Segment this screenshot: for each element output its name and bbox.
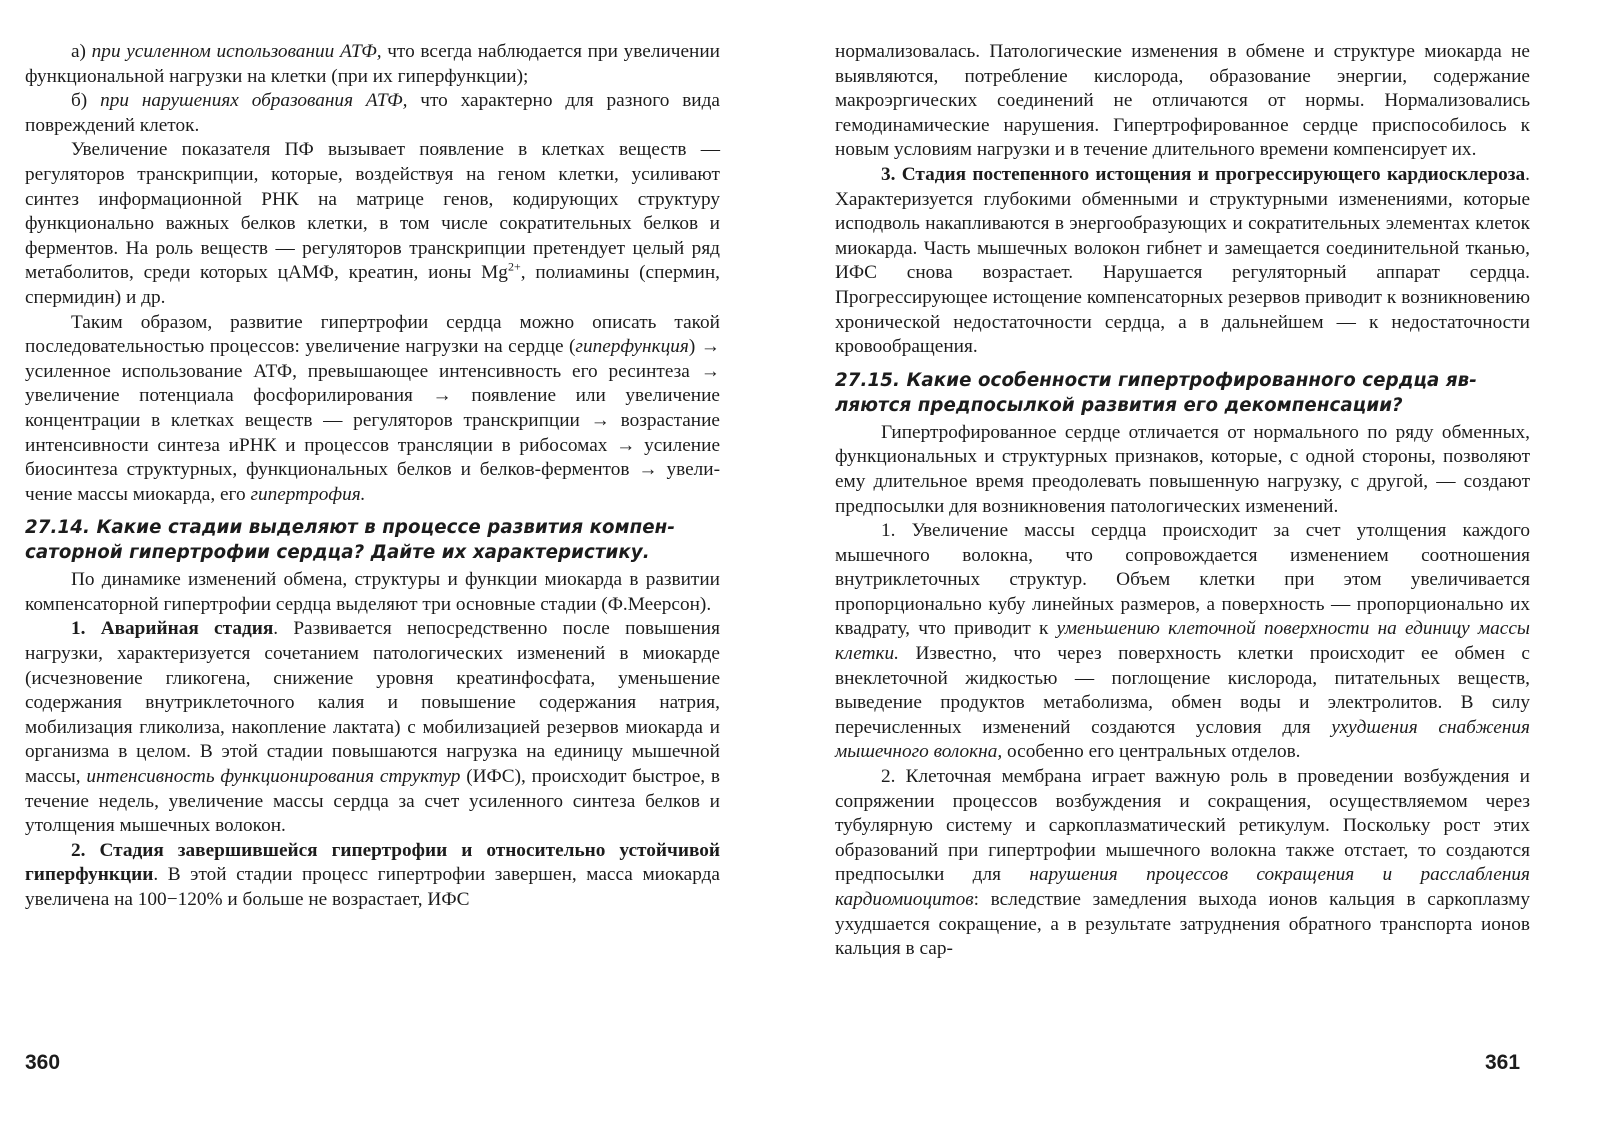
italic-phrase: интенсивность функционирования структур (86, 766, 461, 788)
italic-phrase: гиперфункция (575, 336, 689, 358)
paragraph-text: . Характеризуется глубокими обменными и структурными изменениями, которые исподволь накапливаются в энергообразующих и сократительных элементах клеток миокарда. Часть мышечных волокон гибнет и замещается соединительной тканью, ИФС снова возрастает. Нарушается регуляторный аппарат сердца. Прогрессирующее истощение компенсаторных резервов приводит к возникновению хронической недостаточности сердца, а в дальнейшем — к недостаточности кровообращения. (835, 163, 1530, 358)
paragraph-point-2 (835, 765, 1530, 962)
question-heading-27-15: 27.15. Какие особенности гипертрофированного сердца являются предпосылкой развития его декомпенсации? (835, 369, 1477, 416)
paragraph-text: особенно его центральных отделов. (1002, 741, 1301, 763)
paragraph-a (25, 40, 720, 89)
superscript: 2+ (507, 259, 521, 274)
italic-phrase: ухудшения снабжения мышечного волокна, (835, 716, 1530, 763)
paragraph-text: Известно, что через поверхность клетки происходит ее обмен с внеклеточной жидкостью — поглощение кислорода, питательных веществ, выведение продуктов метаболизма, обмен воды и электролитов. В силу перечисленных изменений создаются условия для (835, 643, 1530, 738)
paragraph-stages-intro: По динамике изменений обмена, структуры и функции миокарда в развитии компенсаторной гипертрофии сердца выделяют три основные стадии (Ф.Меерсон). (25, 569, 720, 615)
paragraph-text: : вследствие замедления выхода ионов кальция в саркоплазму ухудшается сокращение, а в результате затруднения обратного транспорта ионов кальция в сар- (835, 889, 1530, 960)
paragraph-text: 2. Клеточная мембрана играет важную роль в проведении возбуждения и сопряжении процессов возбуждения и сокращения, осуществляемом через тубулярную систему и саркоплазматический ретикулум. Поскольку рост этих образований при гипертрофии мышечного волокна также отстает, то создаются предпосылки для (835, 766, 1530, 886)
stage-title: 2. Стадия завершившейся гипертрофии и относительно устойчивой гиперфункции (25, 839, 720, 886)
stage-title: 3. Стадия постепенного истощения и прогрессирующего кардиосклероза (881, 163, 1526, 185)
page-number-right: 361 (1485, 1051, 1521, 1074)
italic-phrase: уменьшению клеточной поверхности на единицу массы клетки. (835, 618, 1530, 665)
italic-phrase: нарушения процессов сокращения и расслабления кардиомиоцитов (835, 864, 1531, 910)
paragraph-continued: нормализовалась. Патологические изменения в обмене и структуре миокарда не выявляются, потребление кислорода, образование энергии, содержание макроэргических соединений не отличаются от нормы. Нормализовались гемодинамические нарушения. Гипертрофированное сердце приспособилось к новым условиям нагрузки и в течение длительного времени компенсирует их. (835, 41, 1530, 161)
item-label: а) (71, 41, 92, 62)
italic-phrase: при усиленном использовании АТФ, (91, 41, 382, 62)
paragraph-text: что всегда наблюдается при увеличении функциональной нагрузки на клетки (при их гиперфункции); (25, 41, 720, 87)
item-label: б) (71, 90, 101, 112)
question-heading-27-14: 27.14. Какие стадии выделяют в процессе развития компенсаторной гипертрофии сердца? Дайте их характеристику. (25, 517, 675, 564)
paragraph-point-1 (835, 519, 1530, 765)
italic-phrase: при нарушениях образования АТФ, (100, 90, 408, 112)
paragraph-text: . В этой стадии процесс гипертрофии завершен, масса миокарда увеличена на 100−120% и больше не возрастает, ИФС (25, 864, 720, 910)
page-number-left: 360 (25, 1051, 61, 1074)
paragraph-text: что характерно для разного вида повреждений клеток. (25, 90, 720, 136)
paragraph-transcription (25, 138, 720, 310)
italic-phrase: гипертрофия. (250, 483, 366, 505)
paragraph-text: 1. Увеличение массы сердца происходит за счет утолщения каждого мышечного волокна, что сопровождается изменением соотношения внутриклеточных структур. Объем клетки при этом увеличивается пропорционально кубу линейных размеров, а поверхность — пропорционально их квадрату, что приводит к (835, 520, 1530, 640)
paragraph-stage-1 (25, 617, 720, 838)
left-page (25, 40, 720, 913)
paragraph-stage-3 (835, 163, 1530, 360)
paragraph-text: . Развивается непосредственно после повышения нагрузки, характеризуется сочетанием патологических изменений в миокарде (исчезновение гликогена, снижение уровня креатинфосфата, уменьшение содержания внутриклеточного калия и повышение содержания натрия, мобилизация гликолиза, накопление лактата) с мобилизацией резервов миокарда и организма в целом. В этой стадии повышаются нагрузка на единицу мышечной массы, (25, 618, 720, 788)
paragraph-sequence (25, 311, 720, 508)
paragraph-text: (ИФС), происходит быстрое, в течение недель, увеличение массы сердца за счет усиленного синтеза белков и утолщения мышечных волокон. (25, 766, 720, 837)
stage-title: 1. Аварийная стадия (71, 618, 274, 640)
paragraph-b (25, 89, 720, 138)
paragraph-text: ) → усиленное использование АТФ, превышающее интенсивность его ресинтеза → увеличение потенциала фосфорилирования → появление или увеличение концентрации в клетках веществ — регуляторов транскрипции → возрастание интенсивности синтеза иРНК и процессов трансляции в рибосомах → усиление биосинтеза структурных, функциональных белков и белков-ферментов → увеличение массы миокарда, его (25, 336, 720, 505)
paragraph-text: Увеличение показателя ПФ вызывает появление в клетках веществ — регуляторов транскрипции, которые, воздействуя на геном клетки, усиливают синтез информационной РНК на матрице генов, кодирующих структуру функционально важных белков клетки, в том числе сократительных белков и ферментов. На роль веществ — регуляторов транскрипции претендует целый ряд метаболитов, среди которых цАМФ, креатин, ионы Mg (25, 139, 720, 284)
paragraph-hypertrophied-heart: Гипертрофированное сердце отличается от нормального по ряду обменных, функциональных и структурных признаков, которые, с одной стороны, позволяют ему длительное время преодолевать повышенную нагрузку, с другой, — создают предпосылки для возникновения патологических изменений. (835, 421, 1530, 517)
right-page (835, 40, 1530, 962)
paragraph-text: , полиамины (спермин, спермидин) и др. (25, 262, 720, 308)
paragraph-text: Таким образом, развитие гипертрофии сердца можно описать такой последовательностью процессов: увеличение нагрузки на сердце ( (25, 311, 720, 358)
paragraph-stage-2 (25, 839, 720, 913)
